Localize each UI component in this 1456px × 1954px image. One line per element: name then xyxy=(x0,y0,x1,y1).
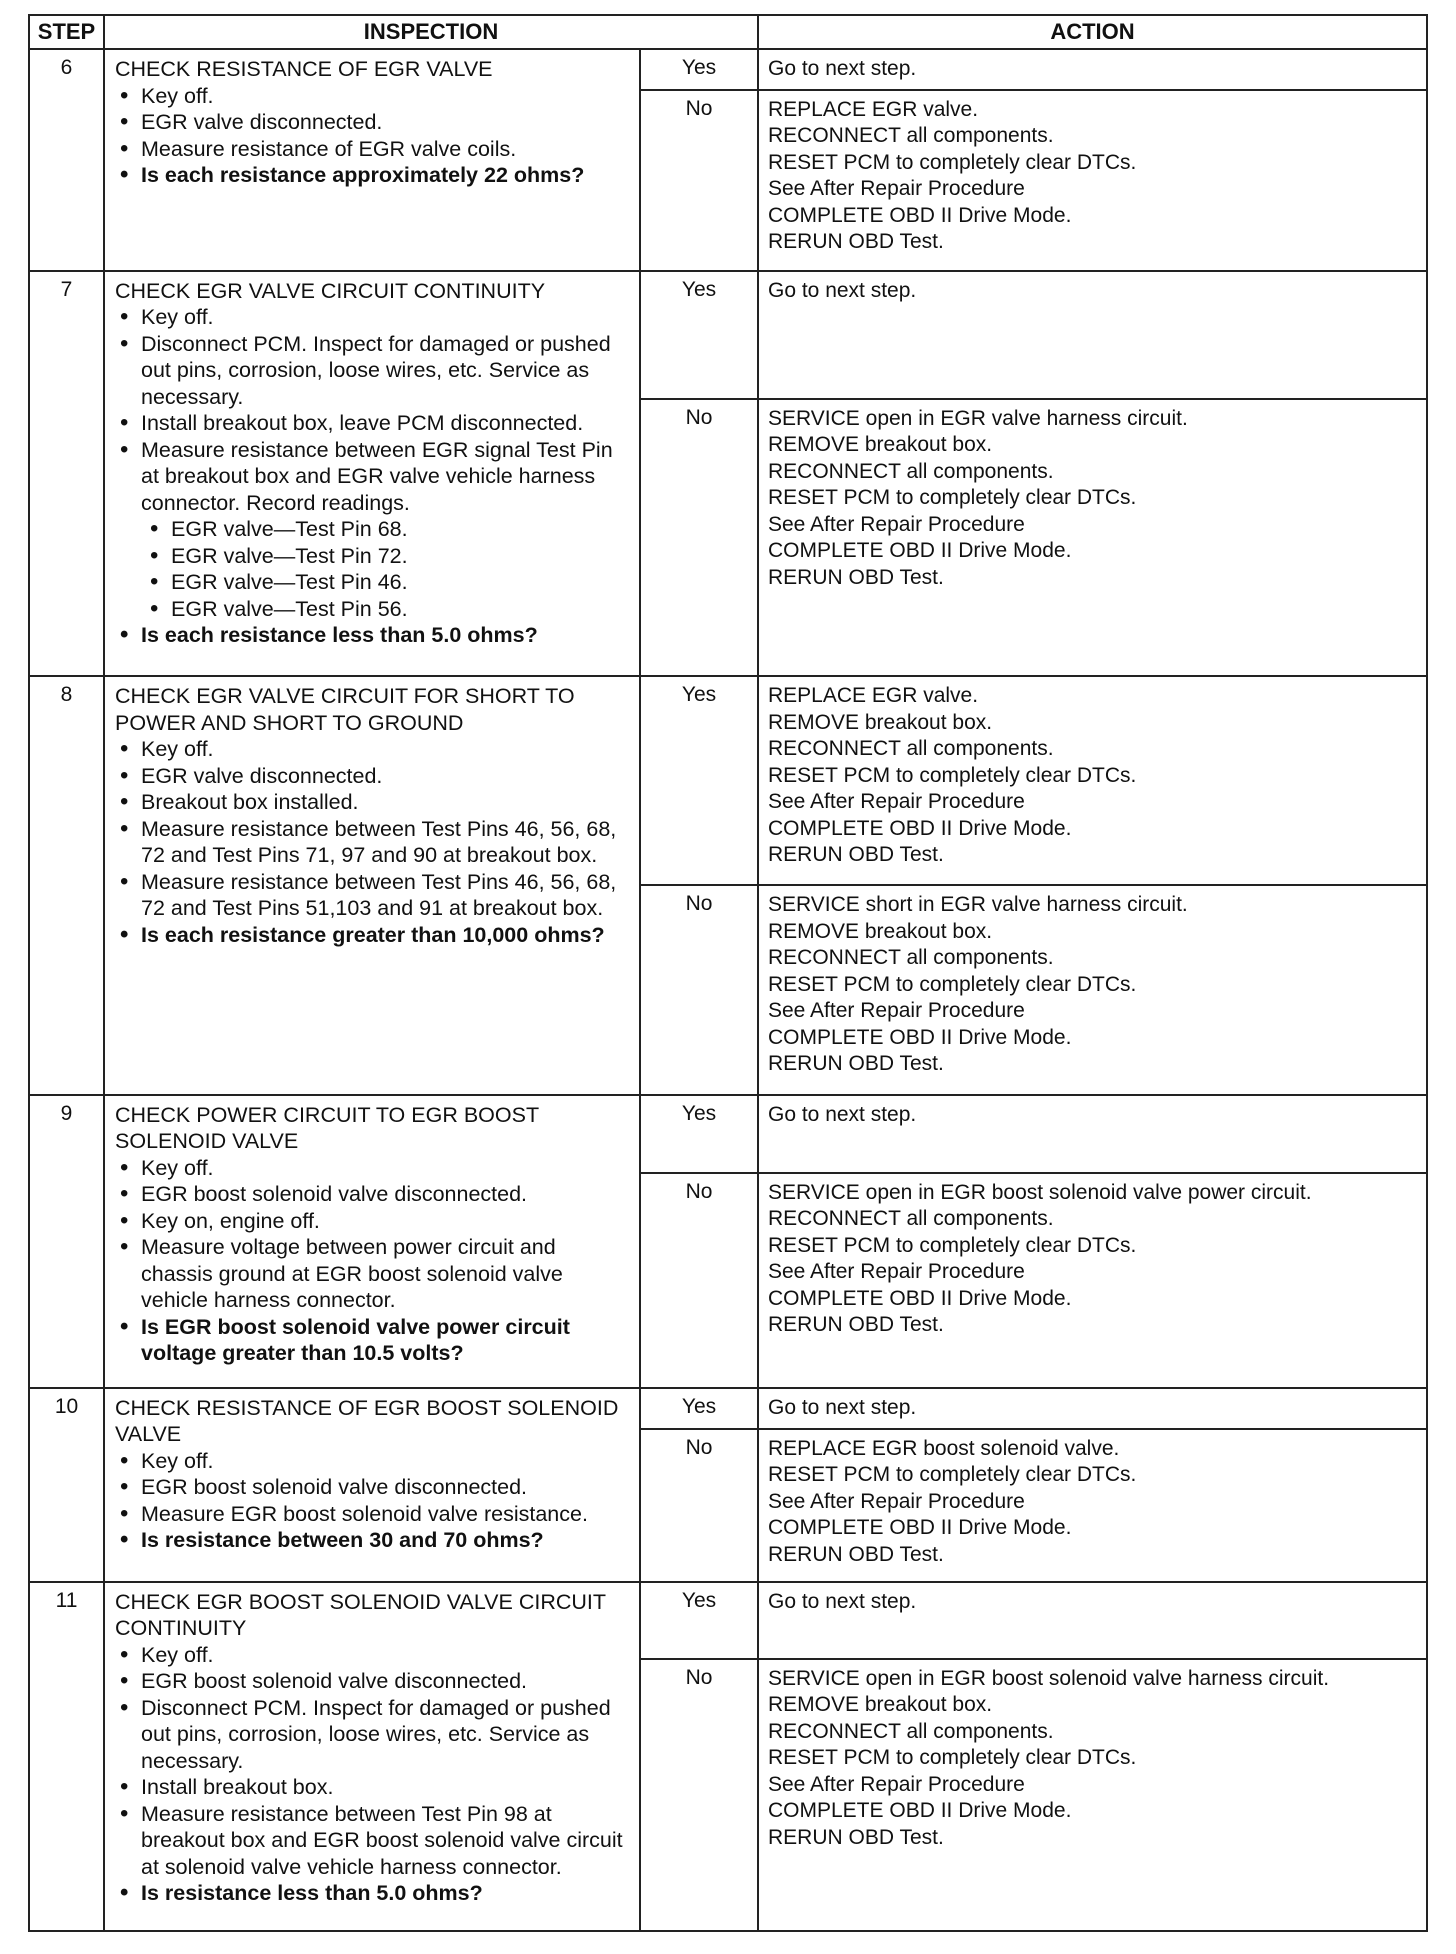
inspection-list xyxy=(115,736,631,948)
inspection-question: • Is each resistance greater than 10,000 ohms? xyxy=(115,922,631,949)
action-line: REMOVE breakout box. xyxy=(768,919,993,943)
no-action xyxy=(758,1429,1427,1582)
step-number: 11 xyxy=(29,1582,104,1931)
inspection-sub-bullet: • EGR valve—Test Pin 68. xyxy=(115,516,631,543)
inspection-title: CHECK EGR BOOST SOLENOID VALVE CIRCUIT CONTINUITY xyxy=(115,1589,606,1641)
inspection-bullet: • Key off. xyxy=(115,1155,631,1182)
action-line: RESET PCM to completely clear DTCs. xyxy=(768,972,1137,996)
action-line: RESET PCM to completely clear DTCs. xyxy=(768,486,1137,510)
diagnostic-table-document xyxy=(28,14,1426,1932)
inspection-list xyxy=(115,1448,631,1554)
action-line: REPLACE EGR valve. xyxy=(768,684,979,708)
step-row-yes xyxy=(29,271,1427,399)
action-line: RESET PCM to completely clear DTCs. xyxy=(768,1233,1137,1257)
action-line: See After Repair Procedure xyxy=(768,1260,1025,1284)
step-number: 7 xyxy=(29,271,104,677)
action-line: See After Repair Procedure xyxy=(768,1489,1025,1513)
steps-body xyxy=(29,49,1427,1931)
inspection-title: CHECK EGR VALVE CIRCUIT FOR SHORT TO POWER AND SHORT TO GROUND xyxy=(115,684,575,735)
inspection-bullet: • EGR boost solenoid valve disconnected. xyxy=(115,1668,631,1695)
no-action xyxy=(758,1659,1427,1931)
action-line: RERUN OBD Test. xyxy=(768,230,944,254)
inspection-bullet: • Key on, engine off. xyxy=(115,1208,631,1235)
inspection-bullet: • EGR boost solenoid valve disconnected. xyxy=(115,1181,631,1208)
inspection-list xyxy=(115,1642,631,1907)
inspection-bullet: • Measure resistance between Test Pins 46, 56, 68, 72 and Test Pins 71, 97 and 90 at breakout box. xyxy=(115,816,631,869)
inspection-cell xyxy=(104,1388,640,1582)
inspection-list xyxy=(115,1155,631,1367)
step-number: 9 xyxy=(29,1095,104,1388)
no-label: No xyxy=(640,1429,758,1582)
inspection-question: • Is EGR boost solenoid valve power circuit voltage greater than 10.5 volts? xyxy=(115,1314,631,1367)
action-line: RECONNECT all components. xyxy=(768,1207,1054,1231)
action-line: See After Repair Procedure xyxy=(768,512,1025,536)
inspection-question: • Is each resistance less than 5.0 ohms? xyxy=(115,622,631,649)
action-line: RESET PCM to completely clear DTCs. xyxy=(768,150,1137,174)
action-line: RERUN OBD Test. xyxy=(768,1542,944,1566)
action-line: COMPLETE OBD II Drive Mode. xyxy=(768,203,1072,227)
inspection-bullet: • Key off. xyxy=(115,304,631,331)
inspection-bullet: • Measure resistance of EGR valve coils. xyxy=(115,136,631,163)
no-action xyxy=(758,399,1427,677)
no-label: No xyxy=(640,1659,758,1931)
action-line: Go to next step. xyxy=(768,1395,917,1419)
action-line: REPLACE EGR boost solenoid valve. xyxy=(768,1436,1120,1460)
yes-label: Yes xyxy=(640,676,758,885)
inspection-bullet: • EGR valve disconnected. xyxy=(115,763,631,790)
header-action: ACTION xyxy=(758,15,1427,49)
inspection-bullet: • Measure voltage between power circuit and chassis ground at EGR boost solenoid valve vehicle harness connector. xyxy=(115,1234,631,1314)
header-step: STEP xyxy=(29,15,104,49)
step-row-yes xyxy=(29,1095,1427,1173)
action-line: COMPLETE OBD II Drive Mode. xyxy=(768,1025,1072,1049)
action-line: COMPLETE OBD II Drive Mode. xyxy=(768,1799,1072,1823)
action-line: RERUN OBD Test. xyxy=(768,1825,944,1849)
inspection-bullet: • Key off. xyxy=(115,1642,631,1669)
step-row-yes xyxy=(29,676,1427,885)
action-line: SERVICE open in EGR valve harness circuit. xyxy=(768,406,1188,430)
action-line: RERUN OBD Test. xyxy=(768,1313,944,1337)
inspection-cell xyxy=(104,49,640,271)
yes-label: Yes xyxy=(640,1582,758,1659)
action-line: Go to next step. xyxy=(768,57,917,80)
inspection-title: CHECK POWER CIRCUIT TO EGR BOOST SOLENOID VALVE xyxy=(115,1102,539,1154)
yes-action xyxy=(758,1388,1427,1429)
yes-label: Yes xyxy=(640,49,758,90)
inspection-list xyxy=(115,83,631,189)
no-label: No xyxy=(640,885,758,1094)
action-line: See After Repair Procedure xyxy=(768,1772,1025,1796)
yes-action xyxy=(758,49,1427,90)
yes-label: Yes xyxy=(640,1388,758,1429)
action-line: REPLACE EGR valve. xyxy=(768,97,979,121)
no-action xyxy=(758,90,1427,271)
action-line: SERVICE short in EGR valve harness circuit. xyxy=(768,893,1188,917)
inspection-bullet: • Key off. xyxy=(115,736,631,763)
inspection-title: CHECK RESISTANCE OF EGR BOOST SOLENOID VALVE xyxy=(115,1395,619,1447)
action-line: Go to next step. xyxy=(768,278,917,302)
yes-action xyxy=(758,271,1427,399)
action-line: RERUN OBD Test. xyxy=(768,843,944,867)
action-line: RERUN OBD Test. xyxy=(768,1052,944,1076)
inspection-title: CHECK EGR VALVE CIRCUIT CONTINUITY xyxy=(115,278,546,303)
inspection-title: CHECK RESISTANCE OF EGR VALVE xyxy=(115,57,493,81)
no-label: No xyxy=(640,399,758,677)
action-line: RECONNECT all components. xyxy=(768,946,1054,970)
header-inspection: INSPECTION xyxy=(104,15,758,49)
action-line: See After Repair Procedure xyxy=(768,999,1025,1023)
inspection-cell xyxy=(104,1582,640,1931)
action-line: RECONNECT all components. xyxy=(768,459,1054,483)
action-line: SERVICE open in EGR boost solenoid valve power circuit. xyxy=(768,1180,1312,1204)
action-line: See After Repair Procedure xyxy=(768,177,1025,201)
action-line: REMOVE breakout box. xyxy=(768,1693,993,1717)
inspection-bullet: • Disconnect PCM. Inspect for damaged or pushed out pins, corrosion, loose wires, etc. Service as necessary. xyxy=(115,331,631,411)
inspection-sub-bullet: • EGR valve—Test Pin 56. xyxy=(115,596,631,623)
inspection-bullet: • EGR boost solenoid valve disconnected. xyxy=(115,1474,631,1501)
header-row xyxy=(29,15,1427,49)
inspection-question: • Is resistance between 30 and 70 ohms? xyxy=(115,1527,631,1554)
inspection-bullet: • Measure resistance between EGR signal Test Pin at breakout box and EGR valve vehicle harness connector. Record readings. xyxy=(115,437,631,517)
action-line: SERVICE open in EGR boost solenoid valve harness circuit. xyxy=(768,1666,1330,1690)
action-line: RESET PCM to completely clear DTCs. xyxy=(768,1463,1137,1487)
action-line: COMPLETE OBD II Drive Mode. xyxy=(768,816,1072,840)
action-line: COMPLETE OBD II Drive Mode. xyxy=(768,1286,1072,1310)
inspection-question: • Is resistance less than 5.0 ohms? xyxy=(115,1880,631,1907)
action-line: RERUN OBD Test. xyxy=(768,565,944,589)
step-row-yes xyxy=(29,1582,1427,1659)
action-line: COMPLETE OBD II Drive Mode. xyxy=(768,539,1072,563)
action-line: Go to next step. xyxy=(768,1589,917,1613)
action-line: Go to next step. xyxy=(768,1102,917,1126)
inspection-bullet: • Measure resistance between Test Pins 46, 56, 68, 72 and Test Pins 51,103 and 91 at breakout box. xyxy=(115,869,631,922)
inspection-bullet: • Key off. xyxy=(115,83,631,110)
step-number: 10 xyxy=(29,1388,104,1582)
inspection-bullet: • Install breakout box. xyxy=(115,1774,631,1801)
yes-label: Yes xyxy=(640,271,758,399)
action-line: RESET PCM to completely clear DTCs. xyxy=(768,1746,1137,1770)
inspection-bullet: • EGR valve disconnected. xyxy=(115,109,631,136)
step-row-yes xyxy=(29,1388,1427,1429)
inspection-cell xyxy=(104,676,640,1094)
no-action xyxy=(758,1173,1427,1388)
step-number: 8 xyxy=(29,676,104,1094)
inspection-sub-bullet: • EGR valve—Test Pin 46. xyxy=(115,569,631,596)
no-action xyxy=(758,885,1427,1094)
step-row-yes xyxy=(29,49,1427,90)
inspection-bullet: • Install breakout box, leave PCM disconnected. xyxy=(115,410,631,437)
action-line: RESET PCM to completely clear DTCs. xyxy=(768,763,1137,787)
inspection-bullet: • Breakout box installed. xyxy=(115,789,631,816)
step-number: 6 xyxy=(29,49,104,271)
inspection-bullet: • Measure EGR boost solenoid valve resistance. xyxy=(115,1501,631,1528)
action-line: RECONNECT all components. xyxy=(768,124,1054,148)
yes-action xyxy=(758,676,1427,885)
inspection-cell xyxy=(104,271,640,677)
diagnostic-table xyxy=(28,14,1428,1932)
no-label: No xyxy=(640,90,758,271)
action-line: RECONNECT all components. xyxy=(768,1719,1054,1743)
action-line: REMOVE breakout box. xyxy=(768,710,993,734)
action-line: RECONNECT all components. xyxy=(768,737,1054,761)
inspection-list xyxy=(115,304,631,649)
action-line: See After Repair Procedure xyxy=(768,790,1025,814)
action-line: COMPLETE OBD II Drive Mode. xyxy=(768,1516,1072,1540)
inspection-question: • Is each resistance approximately 22 ohms? xyxy=(115,162,631,189)
inspection-bullet: • Disconnect PCM. Inspect for damaged or pushed out pins, corrosion, loose wires, etc. Service as necessary. xyxy=(115,1695,631,1775)
yes-action xyxy=(758,1582,1427,1659)
inspection-bullet: • Key off. xyxy=(115,1448,631,1475)
action-line: REMOVE breakout box. xyxy=(768,433,993,457)
yes-label: Yes xyxy=(640,1095,758,1173)
inspection-cell xyxy=(104,1095,640,1388)
inspection-sub-bullet: • EGR valve—Test Pin 72. xyxy=(115,543,631,570)
no-label: No xyxy=(640,1173,758,1388)
yes-action xyxy=(758,1095,1427,1173)
inspection-bullet: • Measure resistance between Test Pin 98 at breakout box and EGR boost solenoid valve circuit at solenoid valve vehicle harness connector. xyxy=(115,1801,631,1881)
